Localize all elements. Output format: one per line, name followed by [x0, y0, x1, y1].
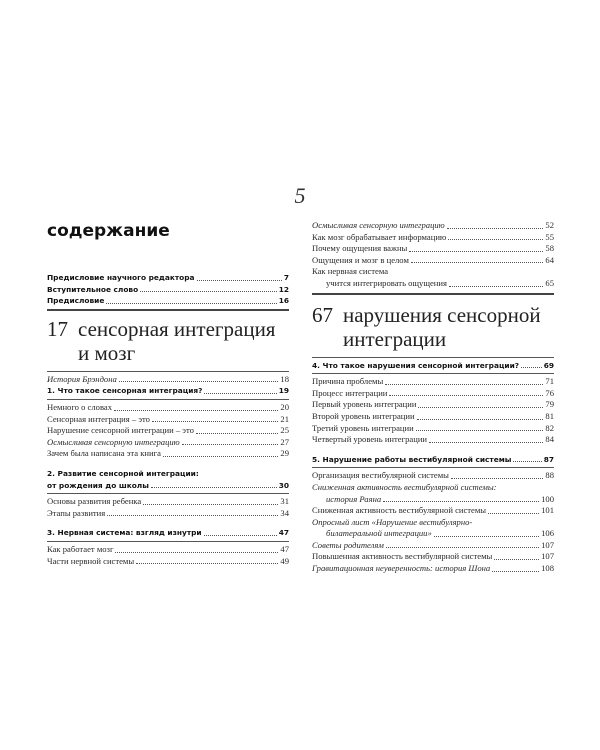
toc-right-column — [312, 220, 554, 575]
chapter-heading[interactable]: 3. Нервная система: взгляд изнутри 47 — [47, 528, 289, 538]
toc-entry-line[interactable]: Сниженная активность вестибулярной системы: — [312, 481, 497, 492]
toc-entry[interactable]: Предисловие 16 — [47, 296, 289, 306]
toc-entry[interactable]: билатеральной интеграции» 106 — [326, 528, 554, 539]
toc-entry-line[interactable]: Опросный лист «Нарушение вестибулярно- — [312, 516, 473, 527]
toc-entry[interactable]: Осмысливая сенсорную интеграцию 27 — [47, 436, 289, 447]
toc-entry[interactable]: Почему ощущения важны 58 — [312, 243, 554, 254]
divider — [47, 399, 289, 400]
chapter-heading[interactable]: 4. Что такое нарушения сенсорной интеграции? 69 — [312, 360, 554, 370]
page-title: содержание — [47, 221, 170, 241]
toc-entry-line[interactable]: Как нервная система — [312, 266, 389, 277]
toc-entry[interactable]: Части нервной системы 49 — [47, 555, 289, 566]
part-heading: 67 нарушения сенсорной интеграции — [312, 302, 541, 351]
divider — [47, 493, 289, 494]
toc-entry[interactable]: История Брэндона 18 — [47, 373, 289, 384]
divider — [47, 309, 289, 311]
divider — [312, 357, 554, 358]
toc-entry[interactable]: Процесс интеграции 76 — [312, 387, 554, 398]
toc-entry[interactable]: Советы родителям 107 — [312, 539, 554, 550]
toc-entry[interactable]: Ощущения и мозг в целом 64 — [312, 254, 554, 265]
toc-entry[interactable]: Первый уровень интеграции 79 — [312, 399, 554, 410]
toc-entry[interactable]: Организация вестибулярной системы 88 — [312, 470, 554, 481]
toc-entry[interactable]: Вступительное слово 12 — [47, 284, 289, 294]
toc-entry[interactable]: Как мозг обрабатывает информацию 55 — [312, 231, 554, 242]
chapter-heading[interactable]: 2. Развитие сенсорной интеграции: — [47, 468, 199, 478]
chapter-heading[interactable]: 1. Что такое сенсорная интеграция? 19 — [47, 386, 289, 396]
page-number: 5 — [294, 183, 306, 208]
toc-left-column — [47, 272, 289, 567]
toc-entry[interactable]: Предисловие научного редактора 7 — [47, 273, 289, 282]
toc-entry[interactable]: Этапы развития 34 — [47, 507, 289, 518]
toc-entry[interactable]: Основы развития ребенка 31 — [47, 496, 289, 507]
toc-entry[interactable]: Сенсорная интеграция – это 21 — [47, 413, 289, 424]
toc-entry[interactable]: история Раяна 100 — [326, 493, 554, 504]
toc-entry[interactable]: Третий уровень интеграции 82 — [312, 422, 554, 433]
toc-entry[interactable]: Как работает мозг 47 — [47, 543, 289, 554]
divider — [312, 293, 554, 295]
toc-entry[interactable]: Осмысливая сенсорную интеграцию 52 — [312, 220, 554, 230]
divider — [47, 371, 289, 372]
toc-entry[interactable]: Нарушение сенсорной интеграции – это 25 — [47, 425, 289, 436]
chapter-heading[interactable]: 5. Нарушение работы вестибулярной системы 87 — [312, 454, 554, 464]
toc-entry[interactable]: Зачем была написана эта книга 29 — [47, 448, 289, 459]
toc-entry[interactable]: учится интегрировать ощущения 65 — [326, 277, 554, 288]
toc-entry[interactable]: Причина проблемы 71 — [312, 376, 554, 387]
divider — [312, 373, 554, 374]
toc-entry[interactable]: Немного о словах 20 — [47, 401, 289, 412]
divider — [47, 541, 289, 542]
toc-entry[interactable]: Гравитационная неуверенность: история Шона 108 — [312, 563, 554, 574]
toc-entry[interactable]: Повышенная активность вестибулярной системы 107 — [312, 551, 554, 562]
chapter-heading[interactable]: от рождения до школы 30 — [47, 480, 289, 490]
divider — [312, 467, 554, 468]
toc-entry[interactable]: Четвертый уровень интеграции 84 — [312, 434, 554, 445]
toc-entry[interactable]: Второй уровень интеграции 81 — [312, 410, 554, 421]
part-heading: 17 сенсорная интеграция и мозг — [47, 316, 276, 365]
toc-entry[interactable]: Сниженная активность вестибулярной системы 101 — [312, 505, 554, 516]
